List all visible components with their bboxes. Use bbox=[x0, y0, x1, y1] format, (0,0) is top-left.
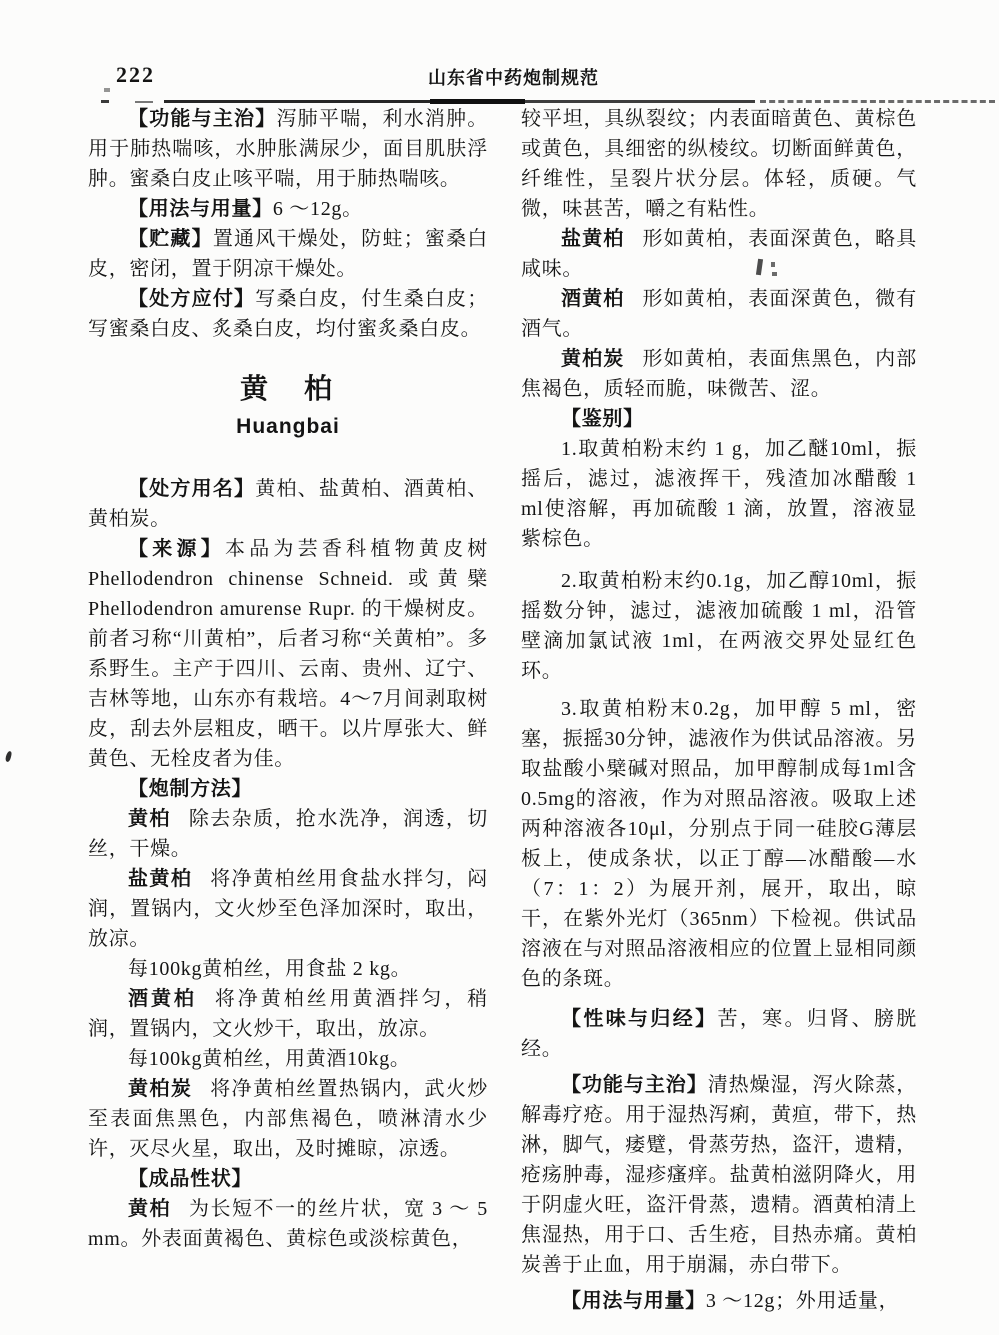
item-name-label: 黄柏 bbox=[128, 808, 171, 830]
paragraph-text: 将净黄柏丝用黄酒拌匀，稍润，置锅内，文火炒干，取出，放凉。 bbox=[88, 988, 488, 1040]
header-rule bbox=[164, 100, 464, 103]
paragraph-dispensing-prev bbox=[88, 284, 488, 344]
paragraph-text: 形如黄柏，表面深黄色，略具咸味。 bbox=[521, 228, 917, 280]
book-title: 山东省中药炮制规范 bbox=[428, 68, 599, 88]
paragraph-source bbox=[88, 534, 488, 774]
paragraph-dosage bbox=[521, 1286, 917, 1316]
paragraph-dosage-prev bbox=[88, 194, 488, 224]
item-name-label: 酒黄柏 bbox=[561, 288, 625, 310]
paragraph-charred-huangbai-description bbox=[521, 344, 917, 404]
paragraph-text: 较平坦，具纵裂纹；内表面暗黄色、黄棕色或黄色，具细密的纵棱纹。切断面鲜黄色，纤维性，呈裂片状分层。体轻，质硬。气微，味甚苦，嚼之有粘性。 bbox=[521, 108, 917, 220]
section-label: 【处方应付】 bbox=[128, 288, 256, 310]
paragraph-huangbai-processing bbox=[88, 804, 488, 864]
paragraph-text: 黄柏、盐黄柏、酒黄柏、黄柏炭。 bbox=[88, 478, 489, 530]
section-label: 【处方用名】 bbox=[128, 478, 256, 500]
page-number: 222 bbox=[116, 62, 155, 87]
paragraph-salt-huangbai-processing bbox=[88, 864, 488, 954]
paragraph-text: 泻肺平喘，利水消肿。用于肺热喘咳，水肿胀满尿少，面目肌肤浮肿。蜜桑白皮止咳平喘，用于肺热喘咳。 bbox=[88, 108, 489, 190]
paragraph-prescription-names bbox=[88, 474, 488, 534]
paragraph-identification-heading bbox=[521, 404, 917, 434]
section-label: 【成品性状】 bbox=[128, 1168, 253, 1190]
header-rule bbox=[525, 100, 755, 103]
section-label: 【功能与主治】 bbox=[128, 108, 277, 130]
paragraph-text: 本品为芸香科植物黄皮树 Phellodendron chinense Schneid. 或黄檗 Phellodendron amurense Rupr. 的干燥树皮。前者习称“川黄柏”，后者习称“关黄柏”。多系野生。主产于四川、云南、贵州、辽宁、吉林等地，山东亦有栽培。4～7月间剥取树皮，刮去外层粗皮，晒干。以片厚张大、鲜黄色、无栓皮者为佳。 bbox=[88, 538, 488, 770]
paragraph-identification-test-3 bbox=[521, 694, 917, 994]
section-label: 【鉴别】 bbox=[561, 408, 644, 430]
paragraph-text: 写桑白皮，付生桑白皮；写蜜桑白皮、炙桑白皮，均付蜜炙桑白皮。 bbox=[88, 288, 489, 340]
paragraph-text: 将净黄柏丝置热锅内，武火炒至表面焦黑色，内部焦褐色，喷淋清水少许，灭尽火星，取出，及时摊晾，凉透。 bbox=[88, 1078, 488, 1160]
paragraph-charred-huangbai-processing bbox=[88, 1074, 488, 1164]
monograph-title: 黄 柏 bbox=[239, 374, 336, 405]
header-rule bbox=[135, 101, 153, 103]
paragraph-taste-meridian bbox=[521, 1004, 917, 1064]
section-label: 【炮制方法】 bbox=[128, 778, 253, 800]
paragraph-text: 3 ～12g；外用适量， bbox=[705, 1290, 900, 1312]
paragraph-identification-test-2 bbox=[521, 566, 917, 686]
paragraph-processing-heading bbox=[88, 774, 488, 804]
scan-artifact bbox=[104, 88, 110, 92]
paragraph-text: 每100kg黄柏丝，用黄酒10kg。 bbox=[128, 1048, 411, 1070]
paragraph-wine-huangbai-description bbox=[521, 284, 917, 344]
paragraph-description-continued bbox=[521, 104, 917, 224]
monograph-pinyin: Huangbai bbox=[236, 415, 340, 438]
paragraph-text: 每100kg黄柏丝，用食盐 2 kg。 bbox=[128, 958, 412, 980]
paragraph-functions-indications bbox=[521, 1070, 917, 1280]
header-rule bbox=[101, 100, 109, 103]
paragraph-wine-huangbai-processing bbox=[88, 984, 488, 1044]
paragraph-wine-ratio bbox=[88, 1044, 488, 1074]
paragraph-text: 置通风干燥处，防蛀；蜜桑白皮，密闭，置于阴凉干燥处。 bbox=[88, 228, 488, 280]
paragraph-storage-prev bbox=[88, 224, 488, 284]
item-name-label: 盐黄柏 bbox=[128, 868, 193, 890]
paragraph-text: 形如黄柏，表面焦黑色，内部焦褐色，质轻而脆，味微苦、涩。 bbox=[521, 348, 917, 400]
paragraph-text: 2.取黄柏粉末约0.1g，加乙醇10ml，振摇数分钟，滤过，滤液加硫酸 1 ml，沿管壁滴加氯试液 1ml，在两液交界处显红色环。 bbox=[521, 570, 917, 682]
item-name-label: 酒黄柏 bbox=[128, 988, 197, 1010]
paragraph-text: 苦，寒。归肾、膀胱经。 bbox=[521, 1008, 917, 1060]
paragraph-text: 除去杂质，抢水洗净，润透，切丝，干燥。 bbox=[88, 808, 488, 860]
scan-artifact bbox=[772, 272, 777, 276]
header-rule bbox=[760, 100, 995, 103]
paragraph-product-characters-heading bbox=[88, 1164, 488, 1194]
scan-artifact bbox=[5, 751, 13, 763]
paragraph-text: 形如黄柏，表面深黄色，微有酒气。 bbox=[521, 288, 917, 340]
section-label: 【用法与用量】 bbox=[561, 1290, 706, 1312]
paragraph-identification-test-1 bbox=[521, 434, 917, 554]
paragraph-text: 3.取黄柏粉末0.2g，加甲醇 5 ml，密塞，振摇30分钟，滤液作为供试品溶液。另取盐酸小檗碱对照品，加甲醇制成每1ml含0.5mg的溶液，作为对照品溶液。吸取上述两种溶液各10μl，分别点于同一硅胶G薄层板上，使成条状，以正丁醇—冰醋酸—水（7：1：2）为展开剂，展开，取出，晾干，在紫外光灯（365nm）下检视。供试品溶液在与对照品溶液相应的位置上显相同颜色的条斑。 bbox=[521, 698, 917, 990]
section-label: 【来源】 bbox=[128, 538, 225, 560]
paragraph-huangbai-description bbox=[88, 1194, 488, 1254]
section-label: 【性味与归经】 bbox=[561, 1008, 718, 1030]
item-name-label: 黄柏 bbox=[128, 1198, 172, 1220]
paragraph-text: 1.取黄柏粉末约 1 g，加乙醚10ml，振摇后，滤过，滤液挥干，残渣加冰醋酸 1 ml使溶解，再加硫酸 1 滴，放置，溶液显紫棕色。 bbox=[521, 438, 917, 550]
section-label: 【用法与用量】 bbox=[128, 198, 273, 220]
section-label: 【贮藏】 bbox=[128, 228, 213, 250]
paragraph-functions-prev bbox=[88, 104, 488, 194]
scan-artifact bbox=[771, 262, 775, 267]
paragraph-text: 清热燥湿，泻火除蒸，解毒疗疮。用于湿热泻痢，黄疸，带下，热淋，脚气，痿躄，骨蒸劳热，盗汗，遗精，疮疡肿毒，湿疹瘙痒。盐黄柏滋阴降火，用于阴虚火旺，盗汗骨蒸，遗精。酒黄柏清上焦湿热，用于口、舌生疮，目热赤痛。黄柏炭善于止血，用于崩漏，赤白带下。 bbox=[521, 1074, 918, 1276]
right-column bbox=[521, 104, 917, 1316]
paragraph-text: 6 ～12g。 bbox=[272, 198, 363, 220]
left-column bbox=[88, 104, 488, 1254]
paragraph-text: 为长短不一的丝片状，宽 3 ～ 5 mm。外表面黄褐色、黄棕色或淡棕黄色， bbox=[88, 1198, 488, 1250]
paragraph-salt-ratio bbox=[88, 954, 488, 984]
item-name-label: 黄柏炭 bbox=[561, 348, 625, 370]
paragraph-salt-huangbai-description bbox=[521, 224, 917, 284]
item-name-label: 黄柏炭 bbox=[128, 1078, 193, 1100]
item-name-label: 盐黄柏 bbox=[561, 228, 625, 250]
section-label: 【功能与主治】 bbox=[561, 1074, 708, 1096]
paragraph-text: 将净黄柏丝用食盐水拌匀，闷润，置锅内，文火炒至色泽加深时，取出，放凉。 bbox=[88, 868, 488, 950]
